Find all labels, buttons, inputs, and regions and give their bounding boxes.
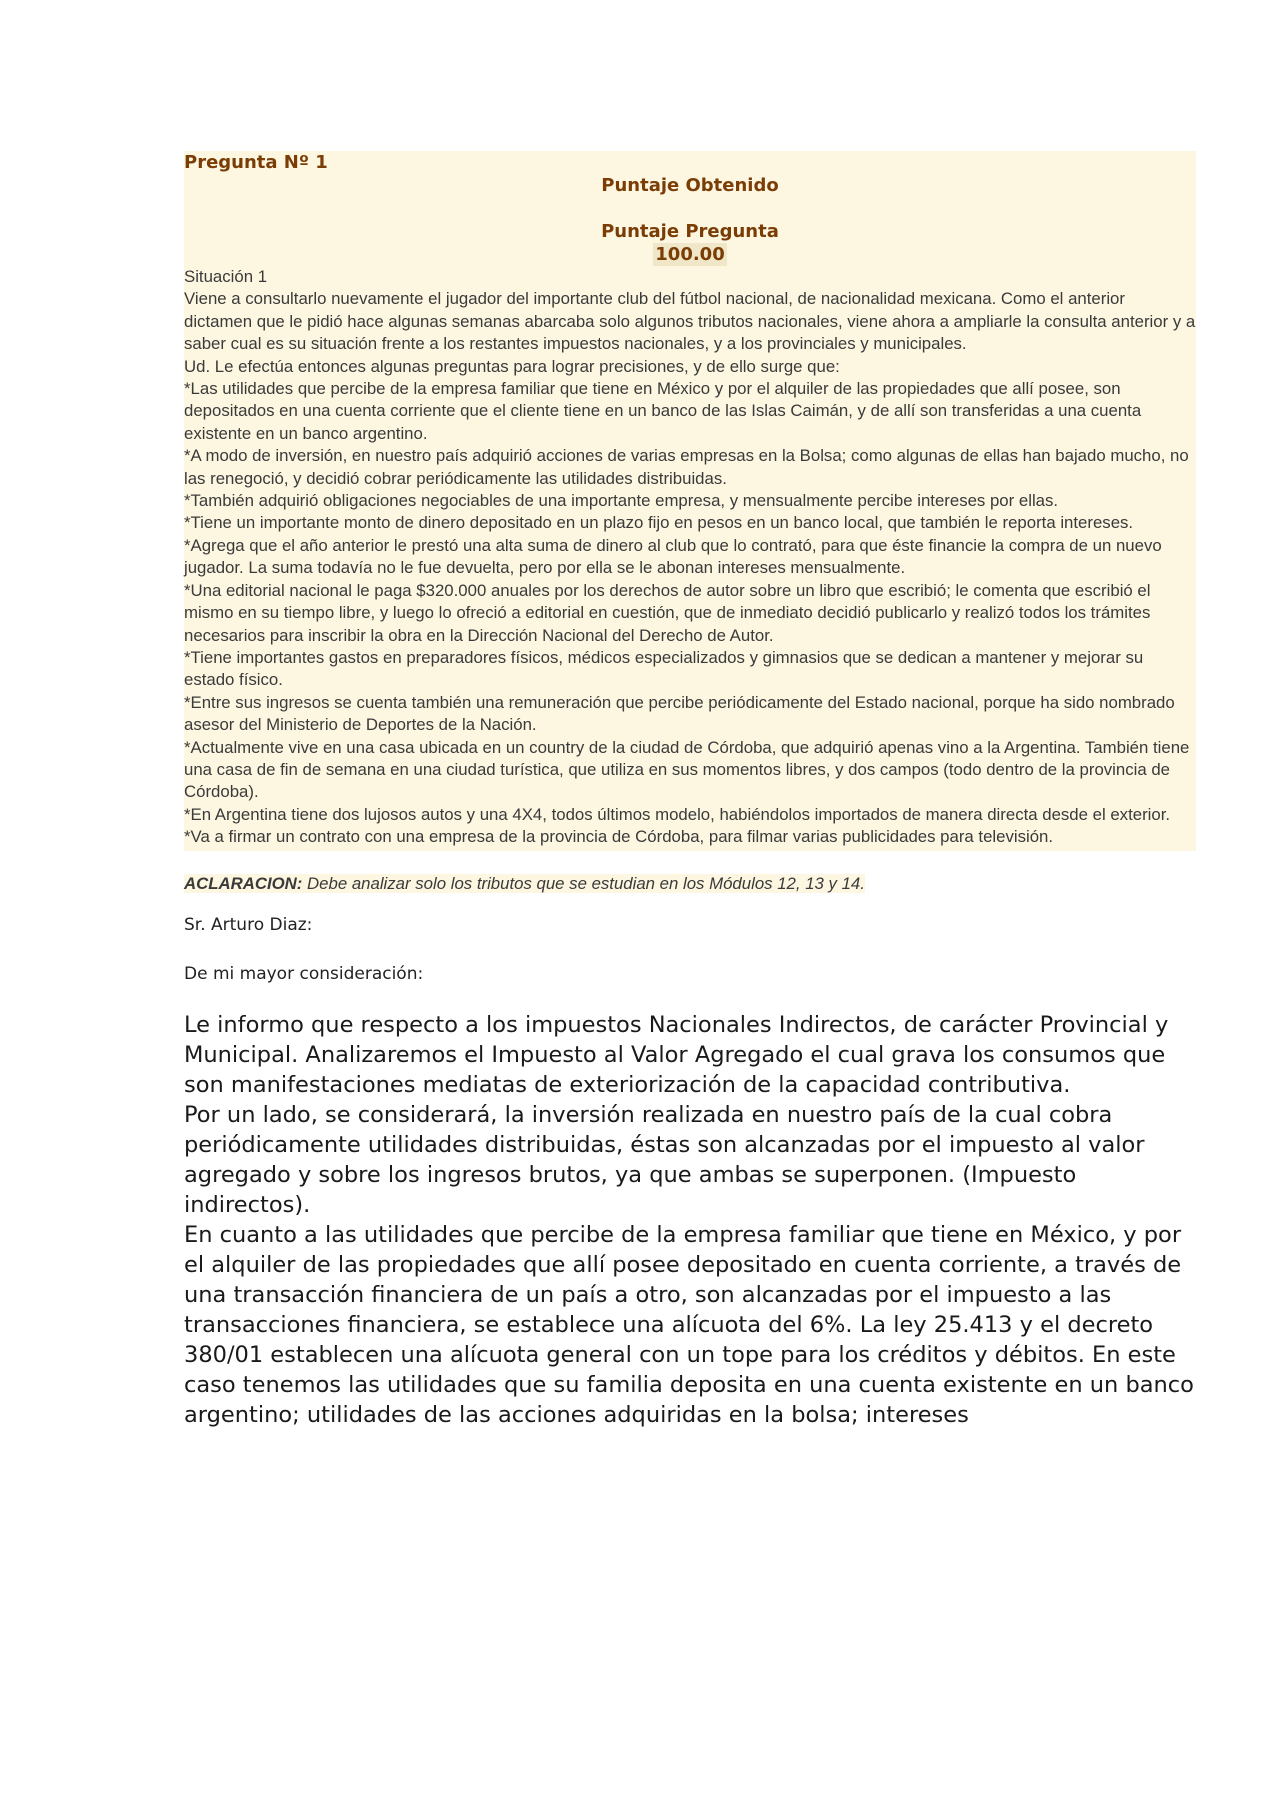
letter-body bbox=[184, 1010, 1196, 1430]
situation-block bbox=[184, 266, 1196, 849]
letter-paragraph: Por un lado, se considerará, la inversión realizada en nuestro país de la cual cobra periódicamente utilidades distribuidas, éstas son alcanzadas por el impuesto al valor agregado y sobre los ingresos brutos, ya que ambas se superponen. (Impuesto indirectos). bbox=[184, 1101, 1145, 1218]
question-box bbox=[184, 151, 1196, 851]
situation-paragraph: *Las utilidades que percibe de la empresa familiar que tiene en México y por el alquiler de las propiedades que allí posee, son depositados en una cuenta corriente que el cliente tiene en un banco de las Islas Caimán, y de allí son transferidas a una cuenta existente en un banco argentino. bbox=[184, 379, 1142, 443]
situation-paragraph: *A modo de inversión, en nuestro país adquirió acciones de varias empresas en la Bolsa; como algunas de ellas han bajado mucho, no las renegoció, y decidió cobrar periódicamente las utilidades distribuidas. bbox=[184, 446, 1189, 488]
situation-paragraph: *También adquirió obligaciones negociables de una importante empresa, y mensualmente percibe intereses por ellas. bbox=[184, 491, 1059, 511]
clarification-label: ACLARACION: bbox=[184, 873, 303, 893]
question-title: Pregunta Nº 1 bbox=[184, 152, 328, 173]
situation-paragraph: *Tiene un importante monto de dinero depositado en un plazo fijo en pesos en un banco local, que también le reporta intereses. bbox=[184, 513, 1134, 533]
situation-heading: Situación 1 bbox=[184, 267, 268, 286]
situation-paragraph: *Tiene importantes gastos en preparadores físicos, médicos especializados y gimnasios que se dedican a mantener y mejorar su estado físico. bbox=[184, 647, 1144, 690]
letter-greeting: De mi mayor consideración: bbox=[184, 963, 424, 984]
document-page bbox=[184, 151, 1196, 1430]
clarification bbox=[184, 873, 1196, 895]
situation-paragraph: *Entre sus ingresos se cuenta también una remuneración que percibe periódicamente del Estado nacional, porque ha sido nombrado asesor del Ministerio de Deportes de la Nación. bbox=[184, 692, 1175, 735]
letter-paragraph: Le informo que respecto a los impuestos Nacionales Indirectos, de carácter Provincial y Municipal. Analizaremos el Impuesto al Valor Agregado el cual grava los consumos que son manifestaciones mediatas de exteriorización de la capacidad contributiva. bbox=[184, 1011, 1169, 1098]
situation-paragraph: Viene a consultarlo nuevamente el jugador del importante club del fútbol nacional, de nacionalidad mexicana. Como el anterior dictamen que le pidió hace algunas semanas abarcaba solo algunos tributos nacionales, viene ahora a ampliarle la consulta anterior y a saber cual es su situación frente a los restantes impuestos nacionales, y a los provinciales y municipales. bbox=[184, 289, 1196, 354]
situation-paragraph: *En Argentina tiene dos lujosos autos y una 4X4, todos últimos modelo, habiéndolos importados de manera directa desde el exterior. bbox=[184, 804, 1171, 824]
spacer bbox=[184, 197, 1196, 220]
situation-paragraph: Ud. Le efectúa entonces algunas preguntas para lograr precisiones, y de ello surge que: bbox=[184, 356, 840, 376]
letter-recipient: Sr. Arturo Diaz: bbox=[184, 914, 313, 935]
score-question-label: Puntaje Pregunta bbox=[601, 221, 779, 242]
clarification-text: Debe analizar solo los tributos que se estudian en los Módulos 12, 13 y 14. bbox=[302, 873, 865, 893]
score-obtained-label: Puntaje Obtenido bbox=[601, 175, 779, 196]
situation-paragraph: *Va a firmar un contrato con una empresa de la provincia de Córdoba, para filmar varias publicidades para televisión. bbox=[184, 827, 1054, 847]
situation-paragraph: *Actualmente vive en una casa ubicada en un country de la ciudad de Córdoba, que adquirió apenas vino a la Argentina. También tiene una casa de fin de semana en una ciudad turística, que utiliza en sus momentos libres, y dos campos (todo dentro de la provincia de Córdoba). bbox=[184, 737, 1190, 802]
situation-paragraph: *Agrega que el año anterior le prestó una alta suma de dinero al club que lo contrató, para que éste financie la compra de un nuevo jugador. La suma todavía no le fue devuelta, pero por ella se le abonan intereses mensualmente. bbox=[184, 535, 1162, 578]
score-question-value: 100.00 bbox=[655, 244, 725, 265]
letter-paragraph: En cuanto a las utilidades que percibe de la empresa familiar que tiene en México, y por el alquiler de las propiedades que allí posee depositado en cuenta corriente, a través de una transacción financiera de un país a otro, son alcanzadas por el impuesto a las transacciones financiera, se establece una alícuota del 6%. La ley 25.413 y el decreto 380/01 establecen una alícuota general con un tope para los créditos y débitos. En este caso tenemos las utilidades que su familia deposita en una cuenta existente en un banco argentino; utilidades de las acciones adquiridas en la bolsa; intereses bbox=[184, 1221, 1194, 1428]
situation-paragraph: *Una editorial nacional le paga $320.000 anuales por los derechos de autor sobre un libro que escribió; le comenta que escribió el mismo en su tiempo libre, y luego lo ofreció a editorial en cuestión, que de inmediato decidió publicarlo y realizó todos los trámites necesarios para inscribir la obra en la Dirección Nacional del Derecho de Autor. bbox=[184, 580, 1151, 645]
score-question-row bbox=[184, 243, 1196, 266]
